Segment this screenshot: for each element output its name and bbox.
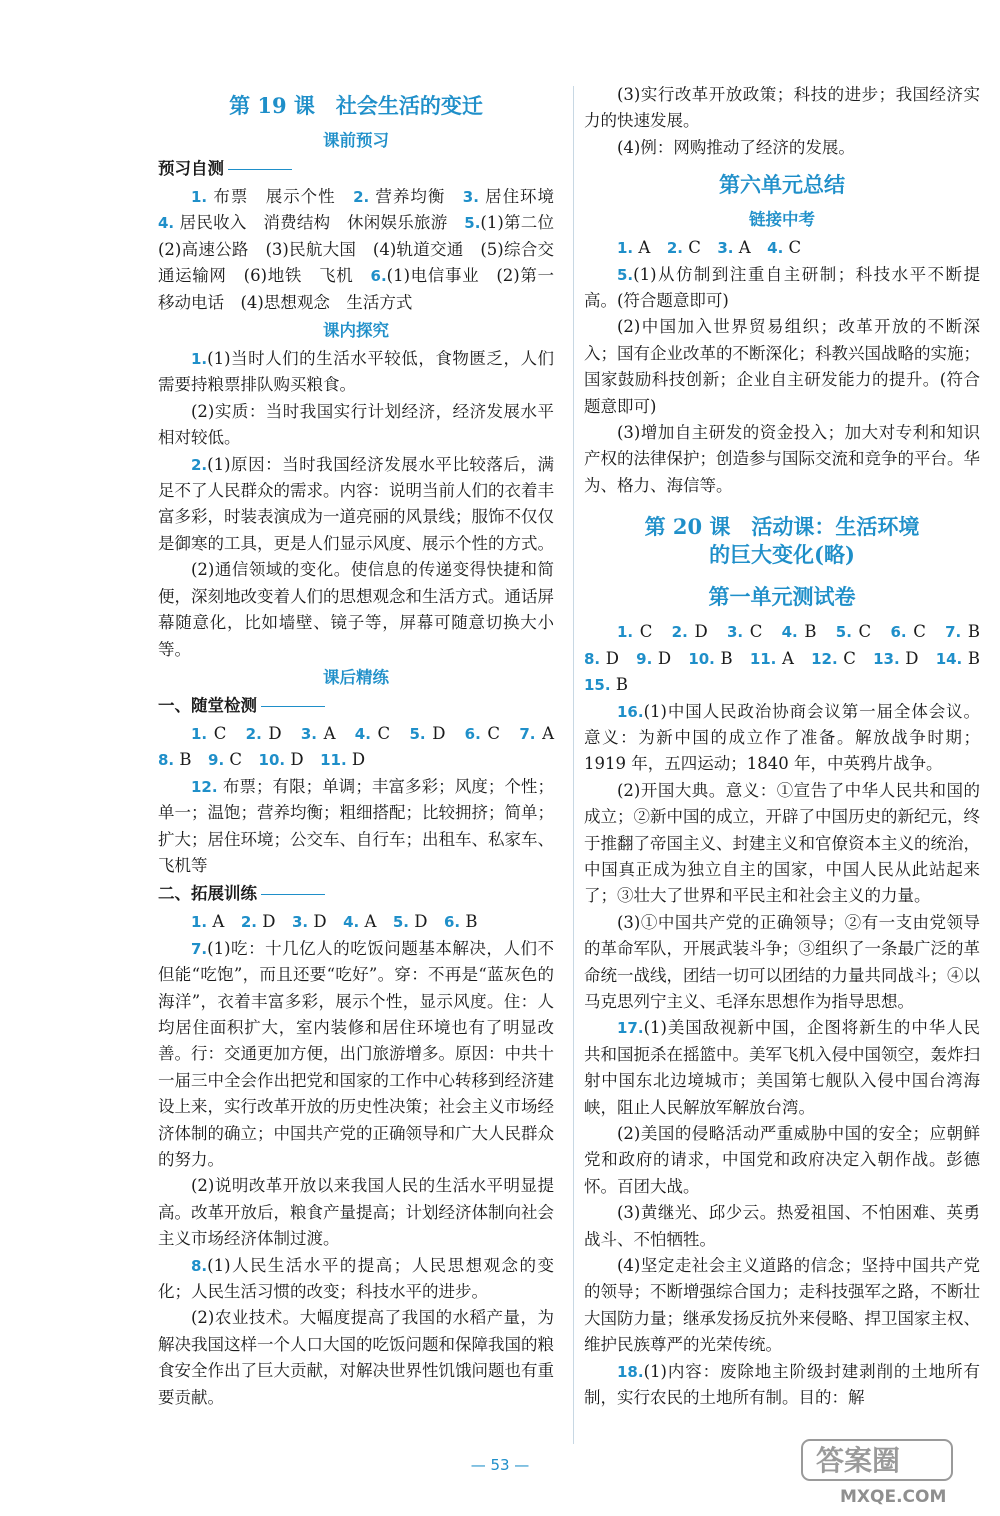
answer-text: 居住环境 [478,187,571,206]
answer-text: A [776,648,812,668]
answer-number: 2. [666,239,683,258]
answer-text: C [480,723,520,743]
answer-q17-part3: (3)黄继光、邱少云。热爱祖国、不怕困难、英勇战斗、不怕牺牲。 [584,1203,980,1249]
after-class-practice-heading: 课后精练 [323,667,389,687]
in-class-explore-heading: 课内探究 [323,321,389,341]
answer-q12: 12. 布票；有限；单调；丰富多彩；风度；个性；单一；温饱；营养均衡；粗细搭配；比较拥挤；简单；扩大；居住环境；公交车、自行车；出租车、私家车、飞机等 [158,776,554,875]
answer-text: B [962,648,997,668]
answer-text: C [633,622,672,642]
answer-text: C [906,622,946,642]
explore-q1-part2: (2)实质：当时我国实行计划经济，经济发展水平相对较低。 [158,401,554,448]
answer-q7-part1: 7.(1)吃：十几亿人的吃饭问题基本解决，人们不但能“吃饱”，而且还要“吃好”。穿：不再是“蓝灰色的海洋”，衣着丰富多彩，展示个性，显示风度。住：人均居住面积扩大，室内装修和居住环境也有了明显改善。行：交通更加方便，出门旅游增多。原因：中共十一届三中全会作出把党和国家的工作中心转移到经济建设上来，实行改革开放的历史性决策；社会主义市场经济体制的确立；中国共产党的正确领导和广大人民群众的努力。 [158,938,554,1169]
answer-text: 居民收入 消费结构 休闲娱乐旅游 [174,213,465,233]
answer-q17-part4: (4)坚定走社会主义道路的信念；坚持中国共产党的领导；不断增强综合国力；走科技强军之路，不断壮大国防力量；继承发扬反抗外来侵略、捍卫国家主权、维护民族尊严的光荣传统。 [584,1256,980,1355]
answer-number: 2. [353,188,370,206]
answer-q17-part2: (2)美国的侵略活动严重威胁中国的安全；应朝鲜党和政府的请求，中国党和政府决定入朝作战。彭德怀。百团大战。 [584,1124,980,1196]
explore-q2-part2: (2)通信领域的变化。使信息的传递变得快捷和简便，深刻地改变着人们的思想观念和生活方式。通话屏幕随意化，比如墙壁、镜子等，屏幕可随意切换大小等。 [158,560,554,659]
answer-number: 1. [191,188,208,206]
answer-number: 3. [291,913,309,932]
answer-text: C [682,238,718,258]
answer-number: 7. [945,623,962,642]
answer-number: 6. [464,724,481,743]
answer-q7-part2: (2)说明改革开放以来我国人民的生活水平明显提高。改革开放后，粮食产量提高；计划经济体制向社会主义市场经济体制过渡。 [158,1176,554,1249]
answer-number: 13. [873,649,900,668]
link-exam-answers [584,235,980,261]
answer-text: B [174,750,209,770]
answer-text: C [207,723,246,743]
explore-q1-part1: 1.(1)当时人们的生活水平较低，食物匮乏，人们需要持粮票排队购买粮食。 [158,349,554,395]
answer-number: 4. [158,214,175,233]
answer-text: C [783,238,802,258]
explore-q2-part1: 2.(1)原因：当时我国经济发展水平比较落后，满足不了人民群众的需求。内容：说明当前人们的衣着丰富多彩，时装表演成为一道亮丽的风景线；服饰不仅仅是御寒的工具，更是人们显示风度、展示个性的方式。 [158,454,554,553]
preview-answers [158,184,571,316]
answer-text: D [652,648,689,668]
lesson-20-title-line1: 第 20 课 活动课：生活环境 [644,514,920,540]
answer-text: B [460,912,478,932]
watermark-en-text: MXQE.COM [840,1487,947,1507]
answer-text: A [535,723,571,743]
answer-number: 11. [749,649,777,668]
section-1-answers [158,721,571,774]
section-2-heading: 二、拓展训练 [158,881,554,907]
answer-q16-part2: (2)开国大典。意义：①宣告了中华人民共和国的成立；②新中国的成立，开辟了中国历史的新纪元，终于推翻了帝国主义、封建主义和官僚资本主义的统治，中国真正成为独立自主的国家，中国人民从此站起来了；③壮大了世界和平民主和社会主义的力量。 [584,780,980,906]
answer-text: D [346,750,366,770]
answer-number: 4. [767,239,784,258]
answer-number: 6. [370,267,387,286]
answer-text: D [425,723,465,743]
answer-text: A [207,912,241,932]
answer-number: 4. [354,724,371,743]
answer-text: B [797,622,836,642]
continued-answer-part3: (3)实行改革开放政策；科技的进步；我国经济实力的快速发展。 [584,85,980,131]
unit-1-test-title: 第一单元测试卷 [708,584,856,610]
answer-text: A [317,723,355,743]
answer-number: 14. [935,649,963,668]
answer-number: 1. [191,724,208,743]
answer-number: 6. [890,623,907,642]
answer-text: D [409,912,444,932]
answer-text: D [285,750,321,770]
answer-q5-part1: 5.(1)从仿制到注重自主研制；科技水平不断提高。(符合题意即可) [584,264,980,311]
right-column [584,82,997,1411]
answer-number: 6. [444,913,461,932]
answer-text: B [610,675,628,695]
answer-number: 10. [258,751,286,770]
preview-self-test-heading: 预习自测 [158,156,554,182]
answer-text: D [600,648,637,668]
answer-number: 11. [320,751,347,770]
link-exam-heading: 链接中考 [749,210,815,230]
answer-number: 3. [717,239,734,258]
answer-number: 2. [240,913,257,932]
answer-text: (1)第二位 (2)高速公路 (3)民航大国 (4)轨道交通 (5)综合交通运输网 (6)地铁 飞机 [158,213,571,286]
answer-number: 5. [392,913,410,932]
answer-number: 1. [191,913,208,932]
answer-text: C [224,750,259,770]
answer-text: A [359,912,393,932]
answer-text: C [743,622,782,642]
answer-number: 3. [726,623,744,642]
answer-number: 4. [781,623,798,642]
section-2-answers [158,909,554,935]
answer-text: (1)电信事业 (2)第一 移动电话 (4)思想观念 生活方式 [158,266,571,312]
answer-text: A [633,238,667,258]
left-column [158,82,571,1411]
answer-number: 5. [409,724,426,743]
column-divider [573,86,574,1444]
answer-text: C [851,622,891,642]
answer-q18-part1: 18.(1)内容：废除地主阶级封建剥削的土地所有制，实行农民的土地所有制。目的：解 [584,1361,980,1408]
answer-number: 9. [636,649,653,668]
answer-number: 7. [519,724,536,743]
unit-6-summary-title: 第六单元总结 [719,172,845,198]
answer-number: 4. [343,913,360,932]
answer-number: 12. [811,649,838,668]
answer-q8-part2: (2)农业技术。大幅度提高了我国的水稻产量，为解决我国这样一个人口大国的吃饭问题和保障我国的粮食安全作出了巨大贡献，对解决世界性饥饿问题也有重要贡献。 [158,1308,554,1407]
answer-text: 布票 展示个性 [207,187,354,206]
lesson-19-title: 第 19 课 社会生活的变迁 [229,93,483,118]
answer-q16-part1: 16.(1)中国人民政治协商会议第一届全体会议。意义：为新中国的成立作了准备。解放战争时期；1919 年，五四运动；1840 年，中英鸦片战争。 [584,701,980,774]
answer-number: 1. [617,623,634,642]
answer-q5-part3: (3)增加自主研发的资金投入；加大对专利和知识产权的法律保护；创造参与国际交流和竞争的平台。华为、格力、海信等。 [584,423,980,495]
answer-number: 3. [300,724,318,743]
answer-number: 1. [617,239,634,258]
watermark-logo [796,1436,982,1508]
answer-number: 2. [671,623,688,642]
answer-text: D [261,723,301,743]
continued-answer-part4: (4)例：网购推动了经济的发展。 [617,137,855,157]
answer-q8-part1: 8.(1)人民生活水平的提高；人民思想观念的变化；人民生活习惯的改变；科技水平的进步。 [158,1255,554,1302]
page-number: — 53 — [470,1456,530,1474]
answer-number: 15. [584,676,611,695]
answer-number: 3. [462,188,479,206]
answer-text: A [733,238,768,258]
answer-q16-part3: (3)①中国共产党的正确领导；②有一支由党领导的革命军队，开展武装斗争；③组织了一条最广泛的革命统一战线，团结一切可以团结的力量共同战斗；④以马克思列宁主义、毛泽东思想作为指导思想。 [584,912,980,1011]
answer-number: 2. [245,724,262,743]
answer-number: 9. [208,751,225,770]
answer-text: D [899,648,936,668]
answer-text: C [370,723,410,743]
pre-class-preview-heading: 课前预习 [323,131,389,150]
answer-number: 5. [464,214,481,233]
answer-q17-part1: 17.(1)美国敌视新中国，企图将新生的中华人民共和国扼杀在摇篮中。美军飞机入侵中国领空，轰炸扫射中国东北边境城市；美国第七舰队入侵中国台湾海峡，阻止人民解放军解放台湾。 [584,1018,980,1117]
answer-text: D [687,622,727,642]
answer-number: 8. [584,649,601,668]
answer-number: 10. [688,649,715,668]
lesson-20-title-line2: 的巨大变化(略) [709,542,855,568]
unit-1-test-answers [584,619,997,698]
answer-number: 5. [835,623,852,642]
section-1-heading: 一、随堂检测 [158,693,554,719]
answer-q5-part2: (2)中国加入世界贸易组织；改革开放的不断深入；国有企业改革的不断深化；科教兴国战略的实施；国家鼓励科技创新；企业自主研发能力的提升。(符合题意即可) [584,317,980,416]
watermark-cn-text: 答案圈 [816,1444,901,1477]
answer-text: D [308,912,344,932]
answer-text: 营养均衡 [369,187,463,206]
answer-text: B [714,648,750,668]
answer-number: 8. [158,751,175,770]
answer-text: C [837,648,874,668]
answer-text: D [256,912,292,932]
answer-text: B [961,622,997,642]
